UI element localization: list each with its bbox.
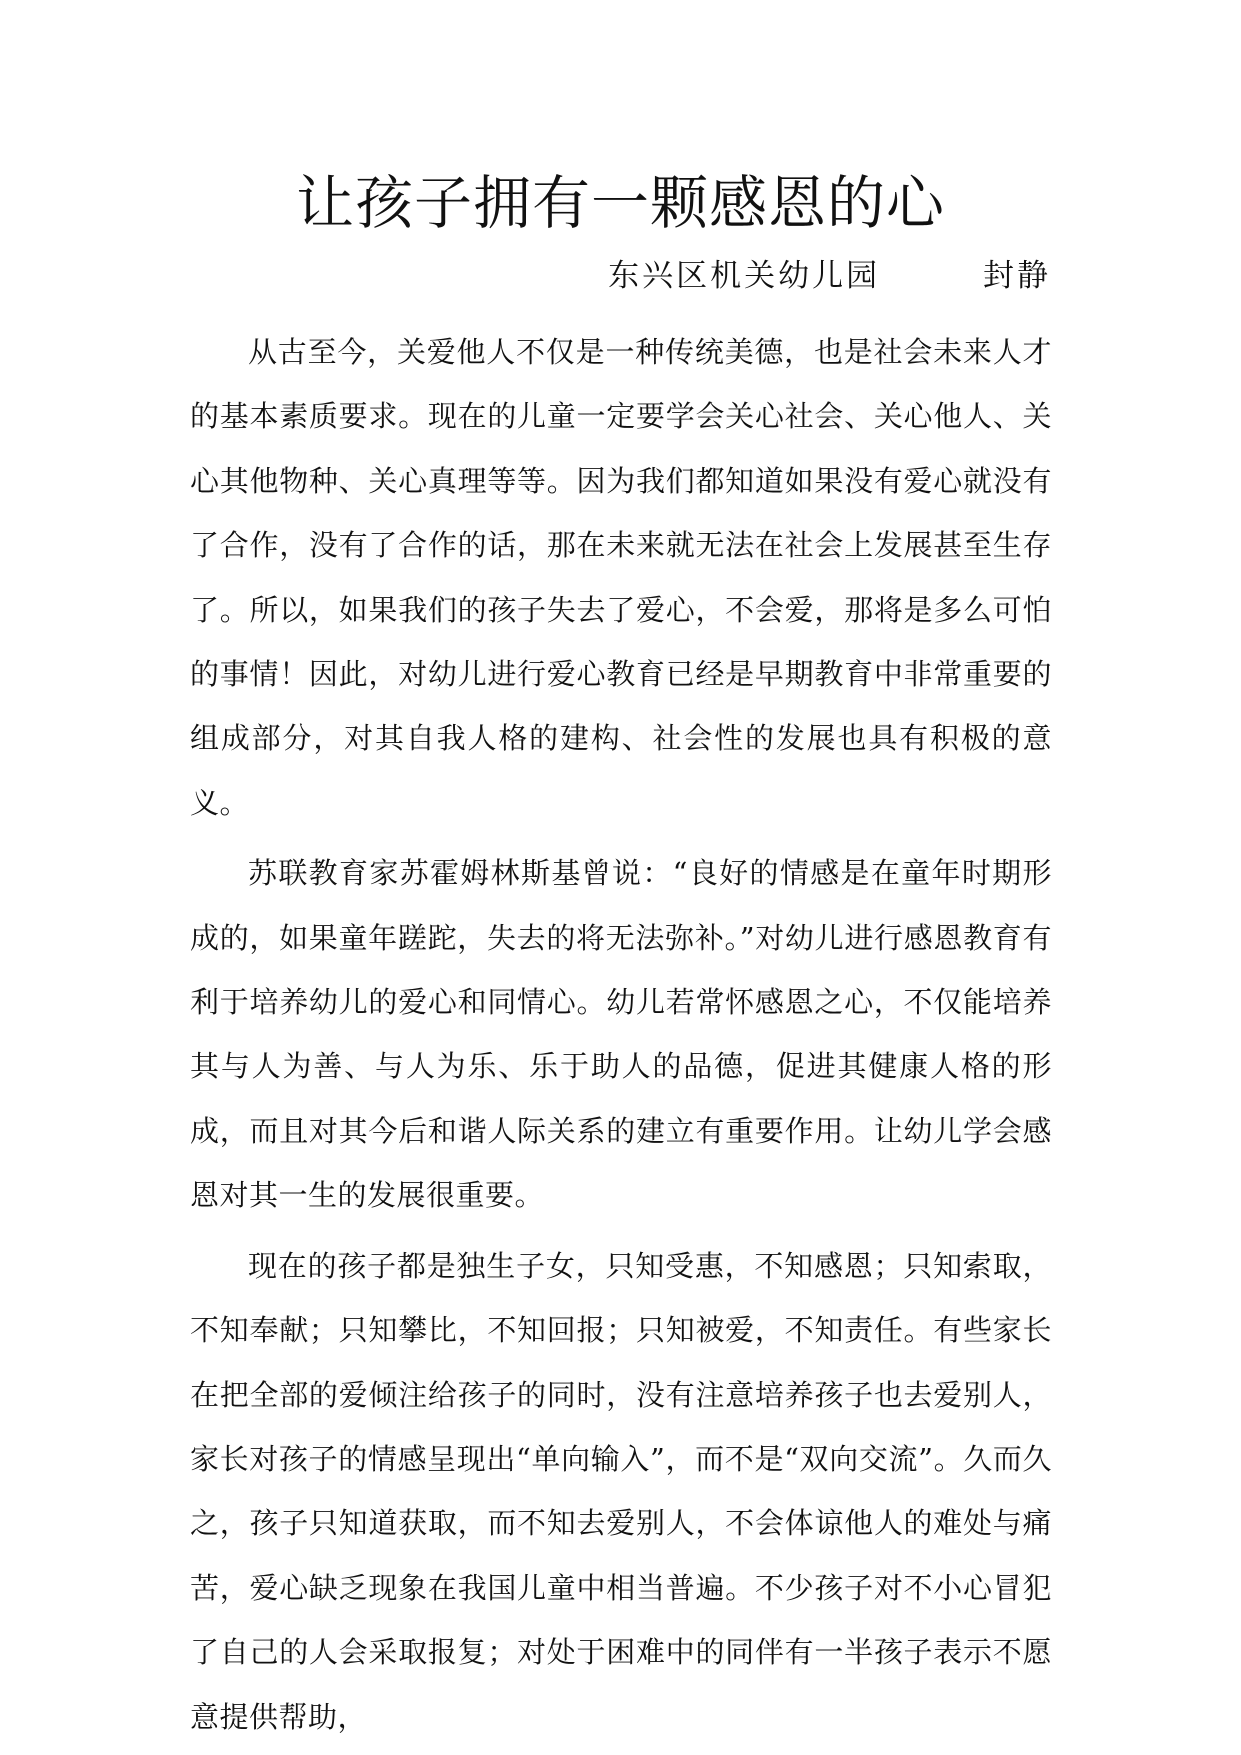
document-body [190,320,1052,1755]
paragraph: 苏联教育家苏霍姆林斯基曾说：“良好的情感是在童年时期形成的，如果童年蹉跎，失去的将无法弥补。”对幼儿进行感恩教育有利于培养幼儿的爱心和同情心。幼儿若常怀感恩之心，不仅能培养其与人为善、与人为乐、乐于助人的品德，促进其健康人格的形成，而且对其今后和谐人际关系的建立有重要作用。让幼儿学会感恩对其一生的发展很重要。 [190,856,1052,1213]
paragraph: 现在的孩子都是独生子女，只知受惠，不知感恩；只知索取，不知奉献；只知攀比，不知回报；只知被爱，不知责任。有些家长在把全部的爱倾注给孩子的同时，没有注意培养孩子也去爱别人，家长对孩子的情感呈现出“单向输入”，而不是“双向交流”。久而久之，孩子只知道获取，而不知去爱别人，不会体谅他人的难处与痛苦，爱心缺乏现象在我国儿童中相当普遍。不少孩子对不小心冒犯了自己的人会采取报复；对处于困难中的同伴有一半孩子表示不愿意提供帮助， [190,1248,1052,1734]
author-byline: 东兴区机关幼儿园 封静 [608,258,1051,294]
document-title: 让孩子拥有一颗感恩的心 [295,169,945,237]
paragraph: 从古至今，关爱他人不仅是一种传统美德，也是社会未来人才的基本素质要求。现在的儿童一定要学会关心社会、关心他人、关心其他物种、关心真理等等。因为我们都知道如果没有爱心就没有了合作，没有了合作的话，那在未来就无法在社会上发展甚至生存了。所以，如果我们的孩子失去了爱心，不会爱，那将是多么可怕的事情！因此，对幼儿进行爱心教育已经是早期教育中非常重要的组成部分，对其自我人格的建构、社会性的发展也具有积极的意义。 [190,335,1052,820]
